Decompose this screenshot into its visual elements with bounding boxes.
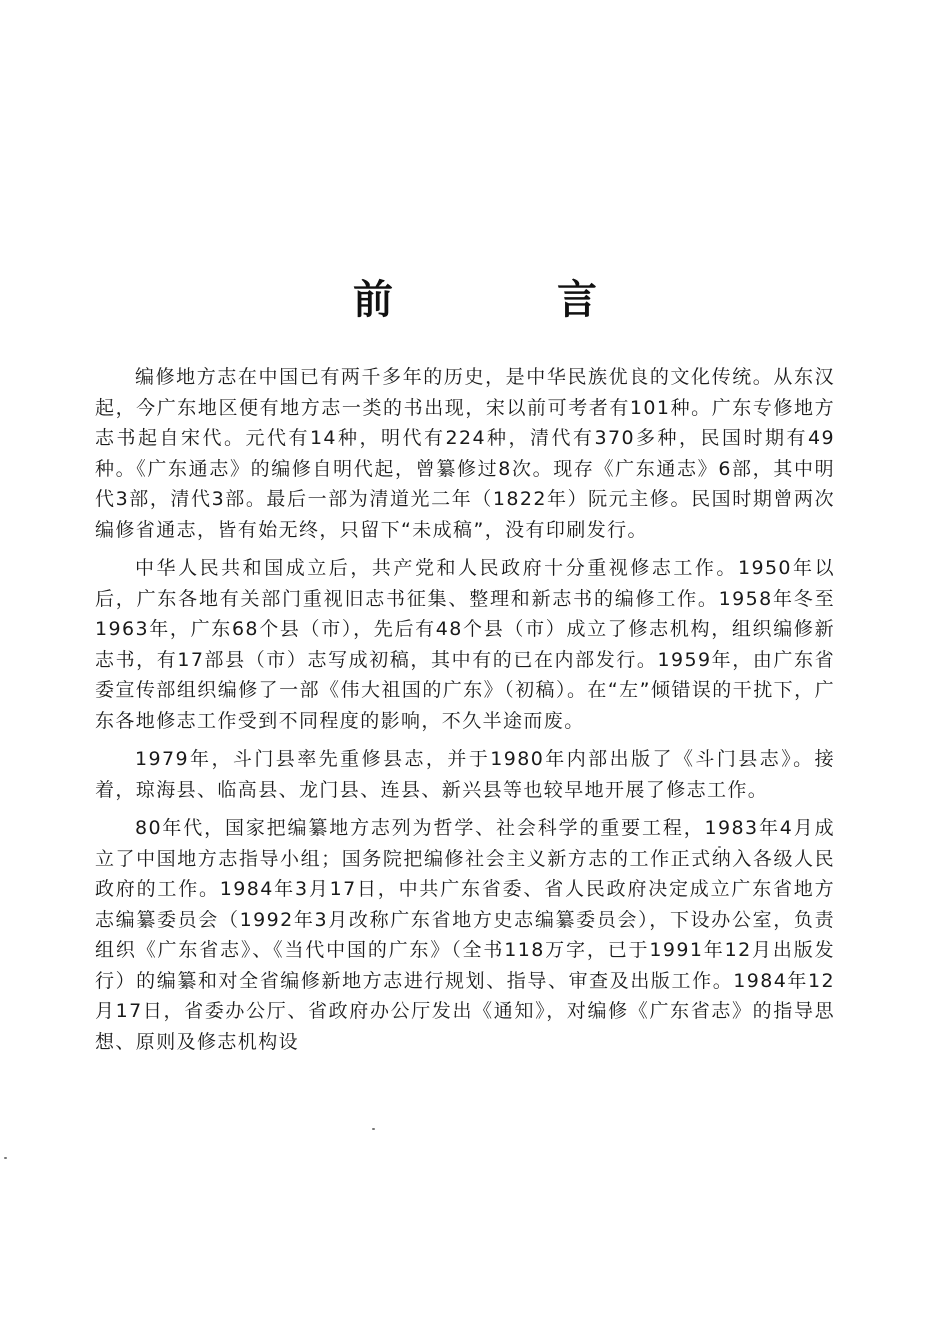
- paragraph: 80年代，国家把编纂地方志列为哲学、社会科学的重要工程，1983年4月成立了中国地方志指导小组；国务院把编修社会主义新方志的工作正式纳入各级人民政府的工作。1984年3月17日，中共广东省委、省人民政府决定成立广东省地方志编纂委员会（1992年3月改称广东省地方史志编纂委员会），下设办公室，负责组织《广东省志》、《当代中国的广东》（全书118万字，已于1991年12月出版发行）的编纂和对全省编修新地方志进行规划、指导、审查及出版工作。1984年12月17日，省委办公厅、省政府办公厅发出《通知》，对编修《广东省志》的指导思想、原则及修志机构设: [95, 817, 835, 1053]
- scan-speck: [372, 1128, 375, 1130]
- scan-speck: [4, 1157, 7, 1159]
- preface-body: [95, 362, 835, 1065]
- paragraph: 中华人民共和国成立后，共产党和人民政府十分重视修志工作。1950年以后，广东各地有关部门重视旧志书征集、整理和新志书的编修工作。1958年冬至1963年，广东68个县（市），先后有48个县（市）成立了修志机构，组织编修新志书，有17部县（市）志写成初稿，其中有的已在内部发行。1959年，由广东省委宣传部组织编修了一部《伟大祖国的广东》（初稿）。在“左”倾错误的干扰下，广东各地修志工作受到不同程度的影响，不久半途而废。: [95, 557, 835, 732]
- scan-speck: [718, 846, 721, 848]
- paragraph: 1979年，斗门县率先重修县志，并于1980年内部出版了《斗门县志》。接着，琼海县、临高县、龙门县、连县、新兴县等也较早地开展了修志工作。: [95, 748, 835, 801]
- page-title: 前 言: [353, 276, 659, 323]
- paragraph: 编修地方志在中国已有两千多年的历史，是中华民族优良的文化传统。从东汉起，今广东地区便有地方志一类的书出现，宋以前可考者有101种。广东专修地方志书起自宋代。元代有14种，明代有224种，清代有370多种，民国时期有49种。《广东通志》的编修自明代起，曾纂修过8次。现存《广东通志》6部，其中明代3部，清代3部。最后一部为清道光二年（1822年）阮元主修。民国时期曾两次编修省通志，皆有始无终，只留下“未成稿”，没有印刷发行。: [95, 366, 835, 541]
